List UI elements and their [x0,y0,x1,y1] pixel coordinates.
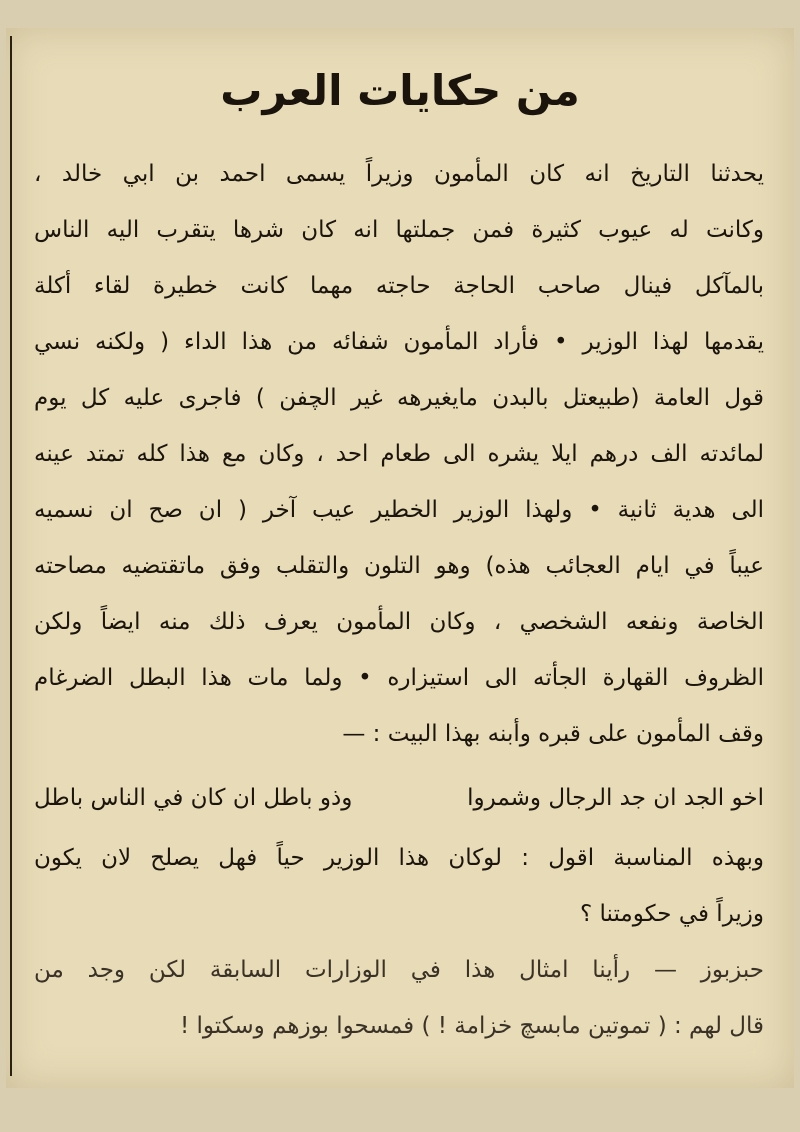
paragraph-line: الظروف القهارة الجأته الى استيزاره • ولما مات هذا البطل الضرغام [34,665,764,691]
paragraph-line: عيباً في ايام العجائب هذه) وهو التلون والتقلب وفق ماتقتضيه مصاحته [34,553,764,579]
closing-line: وزيراً في حكومتنا ؟ [579,901,764,927]
paragraph-line: وقف المأمون على قبره وأبنه بهذا البيت : — [342,721,764,747]
closing-line: وبهذه المناسبة اقول : لوكان هذا الوزير حياً فهل يصلح لان يكون [34,845,764,871]
signature-line: قال لهم : ( تموتين مابسچ خزامة ! ) فمسحوا بوزهم وسكتوا ! [179,1013,764,1039]
signature-note [34,942,764,1054]
newspaper-page [6,28,794,1088]
article-body [34,146,764,1054]
poem-verse [34,768,764,828]
paragraph-line: يحدثنا التاريخ انه كان المأمون وزيراً يسمى احمد بن ابي خالد ، [34,161,764,187]
verse-second-half: وذو باطل ان كان في الناس باطل [34,785,353,811]
paragraph-line: الى هدية ثانية • ولهذا الوزير الخطير عيب آخر ( ان صح ان نسميه [34,497,764,523]
verse-first-half: اخو الجد ان جد الرجال وشمروا [467,785,764,811]
paragraph-line: يقدمها لهذا الوزير • فأراد المأمون شفائه من هذا الداء ( ولكنه نسي [34,329,764,355]
paragraph-line: لمائدته الف درهم ايلا يشره الى طعام احد ، وكان مع هذا كله تمتد عينه [34,441,764,467]
paragraph-line: بالمآكل فينال صاحب الحاجة حاجته مهما كانت خطيرة لقاء أكلة [34,273,764,299]
paragraph-line: وكانت له عيوب كثيرة فمن جملتها انه كان شرها يتقرب اليه الناس [34,217,764,243]
paragraph-line: قول العامة (طبيعتل بالبدن مايغيرهه غير الچفن ) فاجرى عليه كل يوم [34,385,764,411]
closing-remark [34,830,764,942]
margin-rule [10,36,12,1076]
article-title: من حكايات العرب [220,66,580,115]
paragraph-line: الخاصة ونفعه الشخصي ، وكان المأمون يعرف ذلك منه ايضاً ولكن [34,609,764,635]
signature-line: حبزبوز — رأينا امثال هذا في الوزارات السابقة لكن وجد من [34,957,764,983]
